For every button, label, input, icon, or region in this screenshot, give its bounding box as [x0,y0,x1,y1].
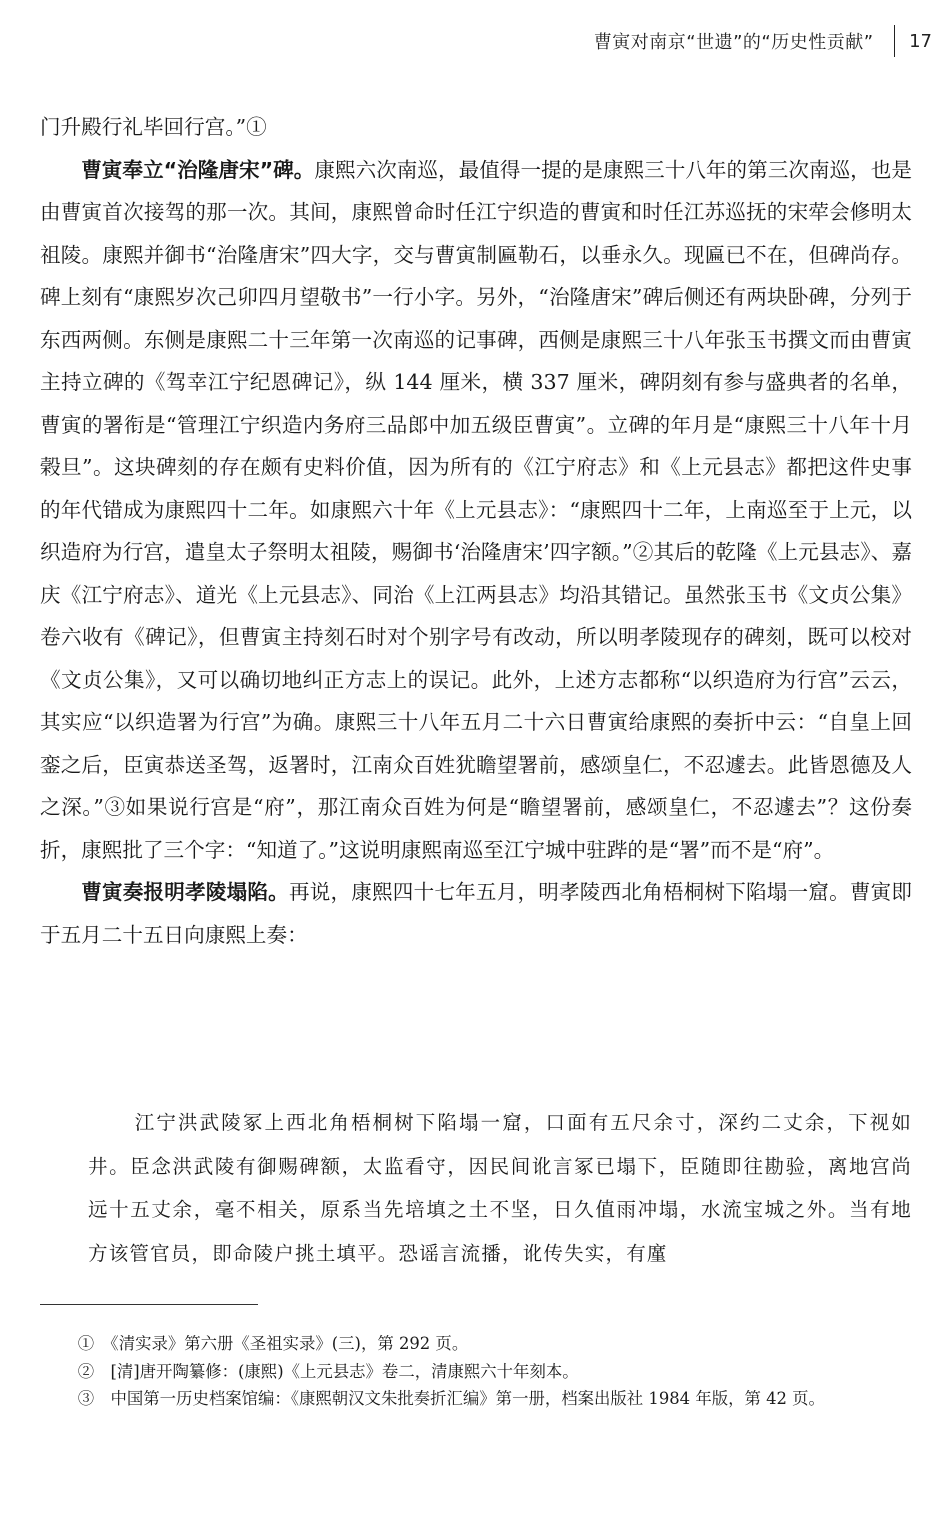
block-quote-text: 江宁洪武陵冢上西北角梧桐树下陷塌一窟，口面有五尺余寸，深约二丈余，下视如井。臣念洪武陵有御赐碑额，太监看守，因民间讹言冢已塌下，臣随即往勘验，离地宫尚远十五丈余，毫不相关，原系当先培填之土不坚，日久值雨冲塌，水流宝城之外。当有地方该管官员，即命陵户挑土填平。恐谣言流播，讹传失实，有廑 [88,1111,912,1265]
running-title: 曹寅对南京“世遗”的“历史性贡献” [593,32,874,53]
paragraph-body: 康熙六次南巡，最值得一提的是康熙三十八年的第三次南巡，也是由曹寅首次接驾的那一次。其间，康熙曾命时任江宁织造的曹寅和时任江苏巡抚的宋荦会修明太祖陵。康熙并御书“治隆唐宋”四大字，交与曹寅制匾勒石，以垂永久。现匾已不在，但碑尚存。碑上刻有“康熙岁次己卯四月望敬书”一行小字。另外，“治隆唐宋”碑后侧还有两块卧碑，分列于东西两侧。东侧是康熙二十三年第一次南巡的记事碑，西侧是康熙三十八年张玉书撰文而由曹寅主持立碑的《驾幸江宁纪恩碑记》，纵 144 厘米，横 337 厘米，碑阴刻有参与盛典者的名单，曹寅的署衔是“管理江宁织造内务府三品郎中加五级臣曹寅”。立碑的年月是“康熙三十八年十月榖旦”。这块碑刻的存在颇有史料价值，因为所有的《江宁府志》和《上元县志》都把这件史事的年代错成为康熙四十二年。如康熙六十年《上元县志》：“康熙四十二年，上南巡至于上元，以织造府为行宫，遣皇太子祭明太祖陵，赐御书‘治隆唐宋’四字额。”②其后的乾隆《上元县志》、嘉庆《江宁府志》、道光《上元县志》、同治《上江两县志》均沿其错记。虽然张玉书《文贞公集》卷六收有《碑记》，但曹寅主持刻石时对个别字号有改动，所以明孝陵现存的碑刻，既可以校对《文贞公集》，又可以确切地纠正方志上的误记。此外，上述方志都称“以织造府为行宫”云云，其实应“以织造署为行宫”为确。康熙三十八年五月二十六日曹寅给康熙的奏折中云：“自皇上回銮之后，臣寅恭送圣驾，返署时，江南众百姓犹瞻望署前，感颂皇仁，不忍遽去。此皆恩德及人之深。”③如果说行宫是“府”，那江南众百姓为何是“瞻望署前，感颂皇仁，不忍遽去”？这份奏折，康熙批了三个字：“知道了。”这说明康熙南巡至江宁城中驻跸的是“署”而不是“府”。 [40,157,912,862]
paragraph-lead: 曹寅奉立“治隆唐宋”碑。 [81,157,315,182]
paragraph-stele [40,149,912,872]
main-text [40,106,912,956]
paragraph-continuation: 门升殿行礼毕回行宫。”① [40,115,267,139]
header-divider [894,25,896,57]
paragraph-collapse [40,871,912,956]
block-quote [88,1101,912,1275]
paragraph-body: 再说，康熙四十七年五月，明孝陵西北角梧桐树下陷塌一窟。曹寅即于五月二十五日向康熙上奏： [40,880,912,947]
footnote-3: ③ 中国第一历史档案馆编：《康熙朝汉文朱批奏折汇编》第一册，档案出版社 1984 年版，第 42 页。 [77,1389,825,1408]
footnotes [40,1330,912,1413]
footnote-rule [40,1304,258,1305]
footnote-1: ① 《清实录》第六册《圣祖实录》(三)，第 292 页。 [77,1334,469,1353]
footnote-2: ② [清]唐开陶纂修：(康熙)《上元县志》卷二，清康熙六十年刻本。 [77,1361,579,1381]
running-header [594,24,932,58]
paragraph-lead: 曹寅奏报明孝陵塌陷。 [81,880,289,904]
page-number: 17 [909,30,932,52]
